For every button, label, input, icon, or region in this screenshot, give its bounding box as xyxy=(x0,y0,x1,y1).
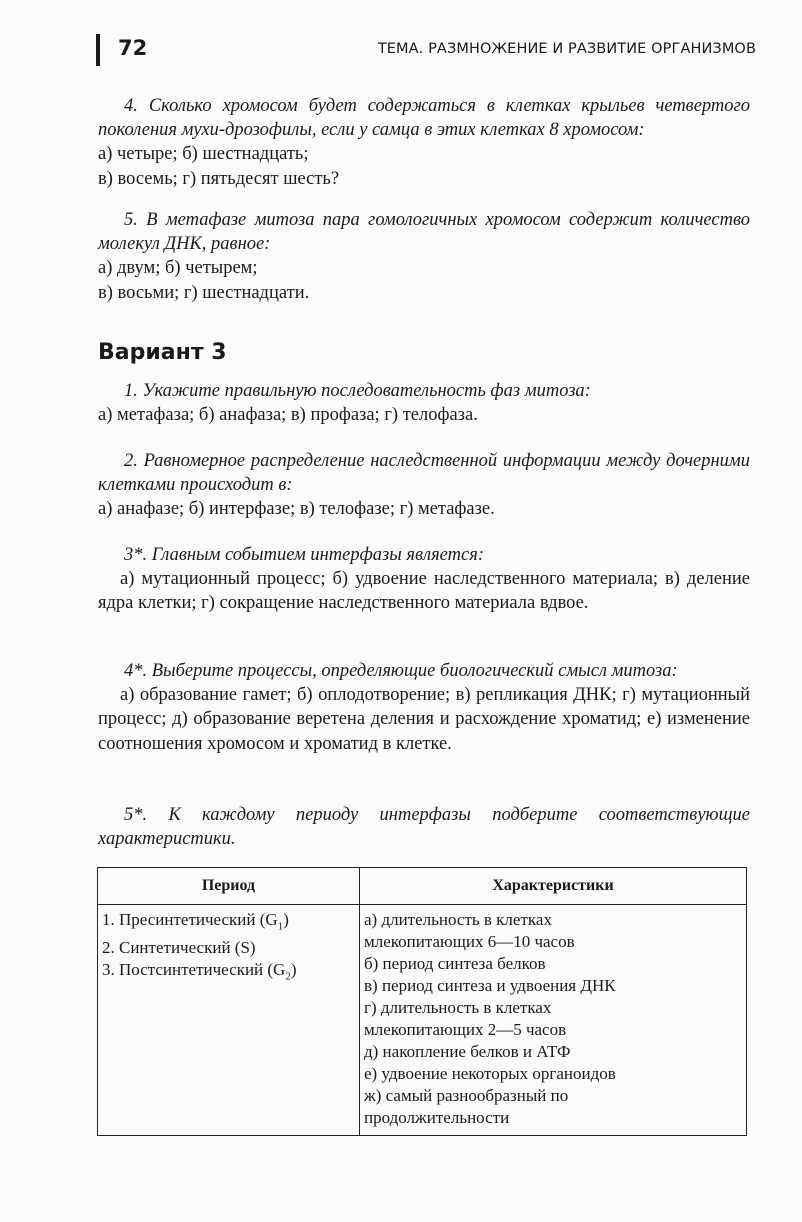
question-text: 3*. Главным событием интерфазы является: xyxy=(124,545,484,565)
question-block xyxy=(98,379,750,427)
page-number: 72 xyxy=(118,36,148,60)
period-item: 3. Постсинтетический $(G_2)$ xyxy=(102,960,297,983)
characteristic-line: ж) самый разнообразный по xyxy=(364,1086,569,1105)
running-title: ТЕМА. РАЗМНОЖЕНИЕ И РАЗВИТИЕ ОРГАНИЗМОВ xyxy=(377,41,756,57)
characteristic-line: г) длительность в клетках xyxy=(364,998,552,1017)
answer-options: в) восьми; г) шестнадцати. xyxy=(98,282,310,303)
characteristics-cell xyxy=(360,905,747,1136)
characteristic-line: млекопитающих 6—10 часов xyxy=(364,932,575,951)
matching-table xyxy=(97,867,747,1136)
table-row xyxy=(98,905,747,1136)
question-text: 2. Равномерное распределение наследственной информации между дочерними клетками происходит в: xyxy=(98,451,750,496)
question-block xyxy=(98,543,750,616)
characteristic-line: а) длительность в клетках xyxy=(364,910,552,929)
characteristic-line: д) накопление белков и АТФ xyxy=(364,1042,571,1061)
question-block xyxy=(98,208,750,305)
question-block xyxy=(98,659,750,756)
question-text: 4. Сколько хромосом будет содержаться в клетках крыльев четвертого поколения мухи-дрозофилы, если у самца в этих клетках 8 хромосом: xyxy=(98,96,750,141)
answer-options: а) образование гамет; б) оплодотворение; в) репликация ДНК; г) мутационный процесс; д) образование веретена деления и расхождение хроматид; е) изменение соотношения хромосом и хроматид в клетке. xyxy=(98,685,750,754)
question-block xyxy=(98,94,750,191)
question-text: 1. Укажите правильную последовательность фаз митоза: xyxy=(124,381,591,401)
characteristic-line: млекопитающих 2—5 часов xyxy=(364,1020,567,1039)
question-text: 5. В метафазе митоза пара гомологичных хромосом содержит количество молекул ДНК, равное: xyxy=(98,210,750,255)
header-rule xyxy=(96,34,100,66)
table-header-row xyxy=(98,868,747,905)
question-text: 5*. К каждому периоду интерфазы подберите соответствующие характеристики. xyxy=(98,805,750,850)
characteristic-line: продолжительности xyxy=(364,1108,510,1127)
answer-options: а) метафаза; б) анафаза; в) профаза; г) телофаза. xyxy=(98,405,478,426)
column-header: Период xyxy=(98,868,360,905)
period-item: 1. Пресинтетический $(G_1)$ xyxy=(102,910,289,933)
characteristic-line: в) период синтеза и удвоения ДНК xyxy=(364,976,616,995)
column-header: Характеристики xyxy=(360,868,747,905)
question-block xyxy=(98,803,750,851)
question-text: 4*. Выберите процессы, определяющие биологический смысл митоза: xyxy=(124,661,678,681)
periods-cell xyxy=(98,905,360,1136)
question-block xyxy=(98,449,750,522)
characteristic-line: б) период синтеза белков xyxy=(364,954,546,973)
answer-options: а) мутационный процесс; б) удвоение наследственного материала; в) деление ядра клетки; г) сокращение наследственного материала вдвое. xyxy=(98,569,750,614)
answer-options: в) восемь; г) пятьдесят шесть? xyxy=(98,168,340,189)
variant-heading: Вариант 3 xyxy=(98,340,227,365)
answer-options: а) двум; б) четырем; xyxy=(98,258,258,279)
period-item: 2. Синтетический (S) xyxy=(102,938,256,958)
answer-options: а) четыре; б) шестнадцать; xyxy=(98,144,309,165)
characteristic-line: е) удвоение некоторых органоидов xyxy=(364,1064,616,1083)
answer-options: а) анафазе; б) интерфазе; в) телофазе; г) метафазе. xyxy=(98,499,495,520)
page-header xyxy=(96,34,756,64)
